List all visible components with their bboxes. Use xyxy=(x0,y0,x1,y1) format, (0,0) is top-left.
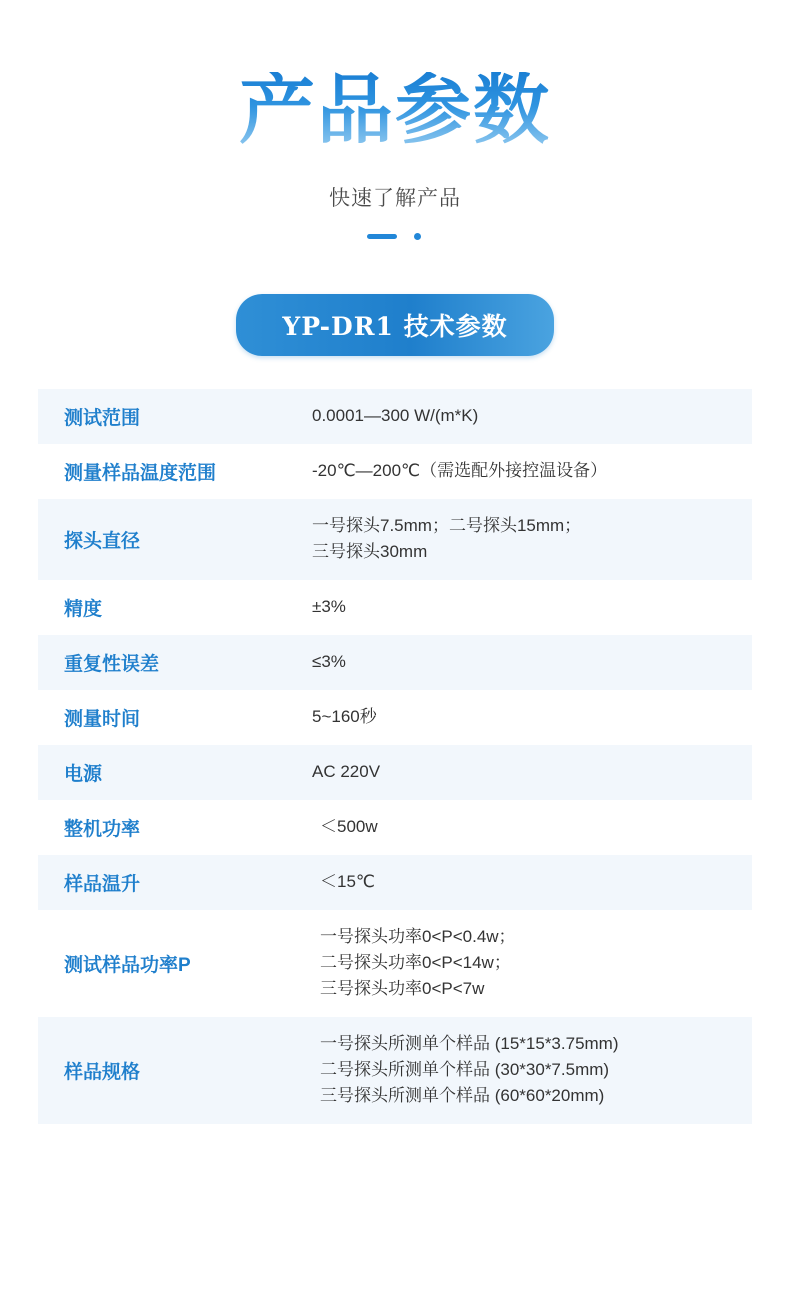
spec-value xyxy=(312,910,752,1017)
spec-label: 样品规格 xyxy=(64,1061,141,1083)
spec-label: 整机功率 xyxy=(64,818,141,840)
spec-value-line: ＜500w xyxy=(320,817,378,837)
spec-value xyxy=(312,580,752,635)
spec-value-line: ±3% xyxy=(312,597,346,617)
table-row xyxy=(38,580,752,635)
spec-value xyxy=(312,745,752,800)
table-row xyxy=(38,444,752,499)
spec-value-line: AC 220V xyxy=(312,762,381,782)
spec-value xyxy=(312,800,752,855)
spec-value xyxy=(312,1017,752,1124)
table-row xyxy=(38,499,752,580)
table-row xyxy=(38,389,752,444)
spec-label: 重复性误差 xyxy=(64,653,160,675)
spec-label: 测量样品温度范围 xyxy=(64,463,217,484)
table-row xyxy=(38,745,752,800)
divider-dash-icon xyxy=(367,234,397,239)
spec-value-line: ＜15℃ xyxy=(320,872,376,892)
table-row xyxy=(38,800,752,855)
page-subtitle: 快速了解产品 xyxy=(329,187,461,210)
page-header xyxy=(0,0,790,242)
spec-label: 样品温升 xyxy=(64,873,141,895)
section-title-badge: YP-DR1 技术参数 xyxy=(236,294,553,356)
table-row xyxy=(38,855,752,910)
spec-value xyxy=(312,855,752,910)
spec-value-line: 三号探头功率0<P<7w xyxy=(320,979,485,999)
table-row xyxy=(38,910,752,1017)
divider-ornament xyxy=(367,230,423,242)
spec-value-line: 一号探头7.5mm；二号探头15mm； xyxy=(312,516,582,535)
table-row xyxy=(38,1017,752,1124)
spec-label: 精度 xyxy=(64,598,103,620)
spec-value-line: 0.0001—300 W/(m*K) xyxy=(312,406,479,426)
spec-table xyxy=(38,389,752,1124)
spec-label: 测量时间 xyxy=(64,708,141,730)
spec-label: 电源 xyxy=(64,763,103,785)
page-title: 产品参数 xyxy=(0,72,790,148)
table-row xyxy=(38,635,752,690)
spec-label: 探头直径 xyxy=(64,530,141,552)
spec-value xyxy=(312,690,752,745)
spec-value-line: 一号探头功率0<P<0.4w； xyxy=(320,926,516,946)
spec-value xyxy=(312,635,752,690)
spec-value-line: -20℃—200℃（需选配外接控温设备） xyxy=(312,461,608,481)
spec-value xyxy=(312,499,752,580)
spec-value-line: 三号探头30mm xyxy=(312,542,428,562)
spec-value-line: 二号探头功率0<P<14w； xyxy=(320,953,511,973)
section-label-wrap xyxy=(0,294,790,356)
spec-value-line: 一号探头所测单个样品 (15*15*3.75mm) xyxy=(320,1033,619,1053)
spec-value-line: 三号探头所测单个样品 (60*60*20mm) xyxy=(320,1086,605,1106)
spec-value xyxy=(312,389,752,444)
spec-label: 测试范围 xyxy=(64,408,141,429)
spec-value-line: 5~160秒 xyxy=(312,707,377,727)
spec-value xyxy=(312,444,752,499)
spec-value-line: ≤3% xyxy=(312,652,346,672)
table-row xyxy=(38,690,752,745)
spec-table-body xyxy=(38,389,752,1124)
spec-label: 测试样品功率P xyxy=(64,954,191,976)
spec-value-line: 二号探头所测单个样品 (30*30*7.5mm) xyxy=(320,1060,610,1080)
divider-dot-icon xyxy=(414,233,421,240)
